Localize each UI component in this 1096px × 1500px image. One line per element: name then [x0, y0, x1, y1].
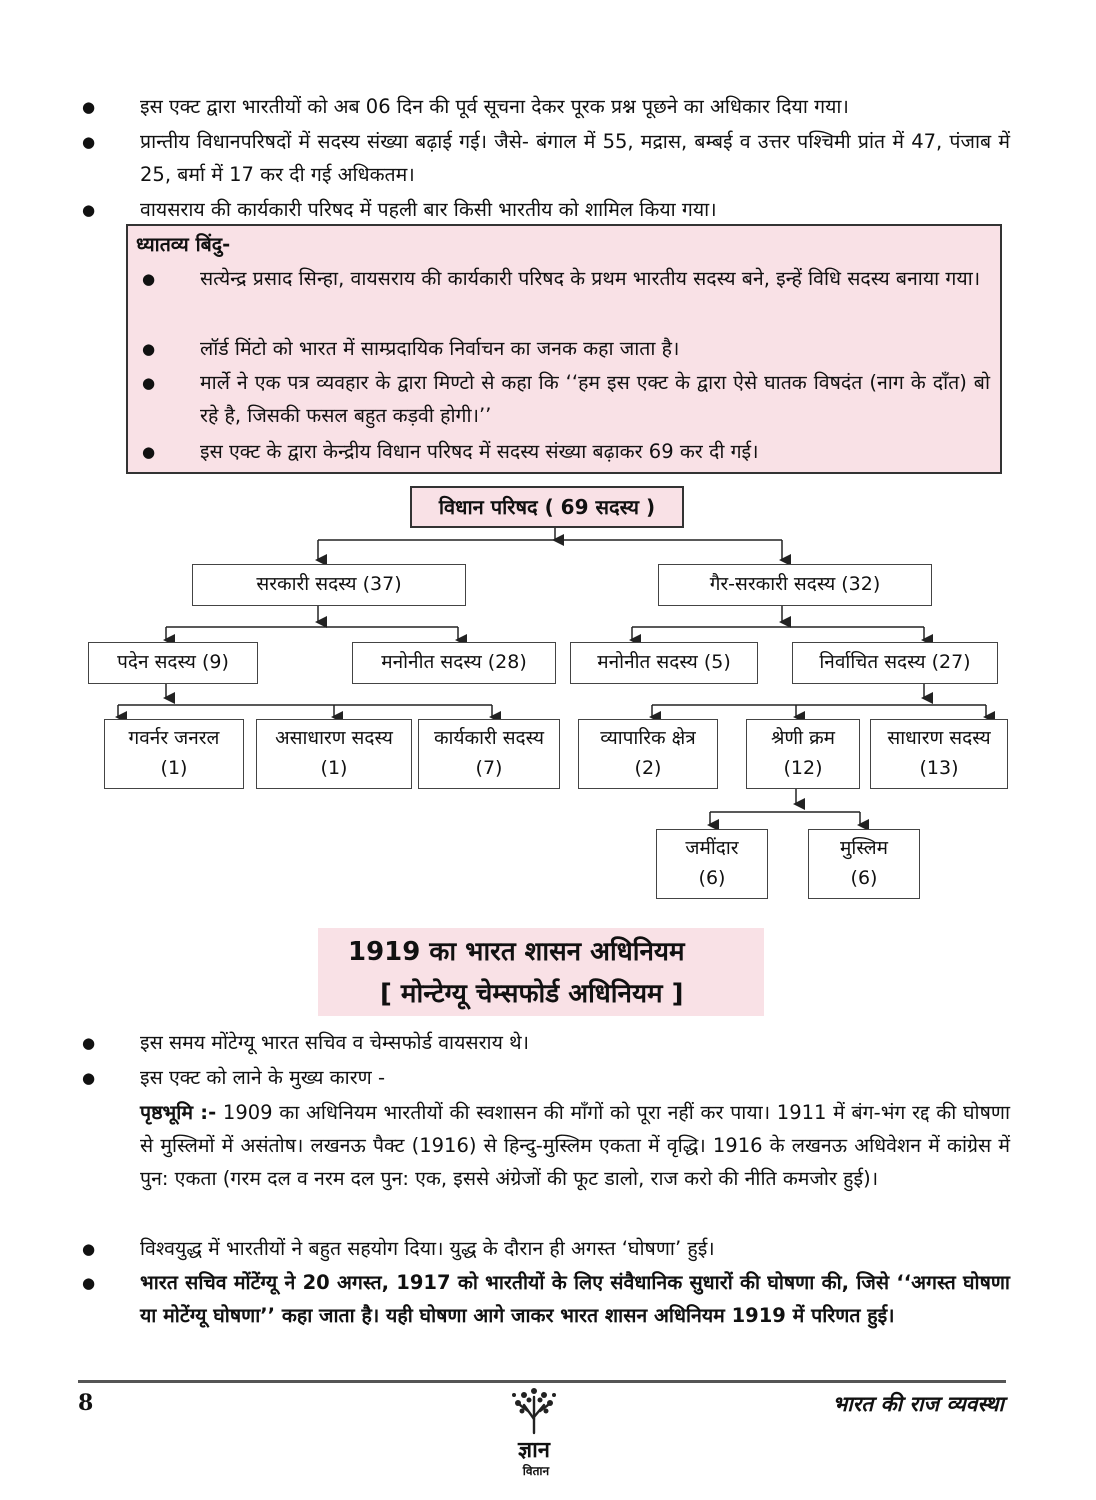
note-title: ध्यातव्य बिंदु- [136, 233, 231, 256]
node-nominated-nonofficial-members: मनोनीत सदस्य (5) [570, 642, 758, 684]
node-commercial-sector [578, 719, 718, 789]
node-extraordinary-member [256, 719, 412, 789]
node-count: (6) [698, 867, 726, 889]
node-count: (12) [783, 757, 823, 779]
logo-text-top: ज्ञान [517, 1438, 551, 1463]
node-general-members [870, 719, 1008, 789]
node-governor-general [104, 719, 244, 789]
note-item: ● मार्ले ने एक पत्र व्यवहार के द्वारा मिण्टो से कहा कि ‘‘हम इस एक्ट के द्वारा ऐसे घातक विषदंत (नाग के दाँत) बो रहे है, जिसकी फसल बहुत कड़वी होगी।’’ [200, 366, 990, 432]
node-label: जमींदार [685, 837, 739, 859]
page-number: 8 [78, 1390, 94, 1416]
bullet-provincial-councils: ● प्रान्तीय विधानपरिषदों में सदस्य संख्या बढ़ाई गई। जैसे- बंगाल में 55, मद्रास, बम्बई व उत्तर पश्चिमी प्रांत में 47, पंजाब में 25, बर्मा में 17 कर दी गई अधिकतम। [140, 125, 1010, 191]
bullet-executive-council: ● वायसराय की कार्यकारी परिषद में पहली बार किसी भारतीय को शामिल किया गया। [140, 193, 1010, 226]
node-label: व्यापारिक क्षेत्र [600, 727, 696, 749]
node-zamindar [656, 829, 768, 899]
node-count: (2) [634, 757, 662, 779]
gyan-vitan-logo [502, 1385, 566, 1485]
bullet-montagu-chelmsford: ● इस समय मोंटेग्यू भारत सचिव व चेम्सफोर्ड वायसराय थे। [140, 1026, 1010, 1059]
node-label: श्रेणी क्रम [770, 727, 836, 749]
node-nonofficial-members: गैर-सरकारी सदस्य (32) [658, 564, 932, 606]
bullet-supplementary-questions: ● इस एक्ट द्वारा भारतीयों को अब 06 दिन की पूर्व सूचना देकर पूरक प्रश्न पूछने का अधिकार दिया गया। [140, 90, 1010, 123]
section-title-line2: [ मोन्टेग्यू चेम्सफोर्ड अधिनियम ] [380, 979, 684, 1009]
footer-divider [78, 1380, 1006, 1383]
node-legislative-council: विधान परिषद ( 69 सदस्य ) [410, 486, 684, 528]
node-nominated-official-members: मनोनीत सदस्य (28) [352, 642, 556, 684]
node-executive-members [418, 719, 560, 789]
node-count: (13) [919, 757, 959, 779]
note-item: ● लॉर्ड मिंटो को भारत में साम्प्रदायिक निर्वाचन का जनक कहा जाता है। [200, 332, 990, 365]
bullet-august-declaration: ● भारत सचिव मोंटेंग्यू ने 20 अगस्त, 1917 को भारतीयों के लिए संवैधानिक सुधारों की घोषणा की, जिसे ‘‘अगस्त घोषणा या मोटेंग्यू घोषणा’’ कहा जाता है। यही घोषणा आगे जाकर भारत शासन अधिनियम 1919 में परिणत हुई। [140, 1266, 1010, 1332]
bullet-main-reasons: ● इस एक्ट को लाने के मुख्य कारण - [140, 1061, 1010, 1094]
tree-icon [502, 1385, 566, 1485]
node-label: गवर्नर जनरल [128, 727, 220, 749]
node-label: साधारण सदस्य [887, 727, 991, 749]
section-heading [318, 928, 764, 1016]
node-count: (7) [475, 757, 503, 779]
bullet-world-war: ● विश्वयुद्ध में भारतीयों ने बहुत सहयोग दिया। युद्ध के दौरान ही अगस्त ‘घोषणा’ हुई। [140, 1232, 1010, 1265]
node-count: (1) [320, 757, 348, 779]
node-label: असाधारण सदस्य [275, 727, 393, 749]
background-label: पृष्ठभूमि :- [140, 1101, 217, 1124]
node-official-members: सरकारी सदस्य (37) [192, 564, 466, 606]
note-item: ● सत्येन्द्र प्रसाद सिन्हा, वायसराय की कार्यकारी परिषद के प्रथम भारतीय सदस्य बने, इन्हें विधि सदस्य बनाया गया। [200, 262, 990, 295]
note-box [126, 224, 1002, 474]
node-elected-members: निर्वाचित सदस्य (27) [792, 642, 998, 684]
node-class-order [746, 719, 860, 789]
node-ex-officio-members: पदेन सदस्य (9) [88, 642, 258, 684]
logo-text-bottom: वितान [522, 1464, 550, 1478]
node-label: मुस्लिम [840, 837, 888, 859]
node-count: (6) [850, 867, 878, 889]
node-count: (1) [160, 757, 188, 779]
node-muslim [808, 829, 920, 899]
book-title: भारत की राज व्यवस्था [832, 1392, 1004, 1416]
background-text: 1909 का अधिनियम भारतीयों की स्वशासन की माँगों को पूरा नहीं कर पाया। 1911 में बंग-भंग रद्द की घोषणा से मुस्लिमों में असंतोष। लखनऊ पैक्ट (1916) से हिन्दु-मुस्लिम एकता में वृद्धि। 1916 के लखनऊ अधिवेशन में कांग्रेस में पुन: एकता (गरम दल व नरम दल पुन: एक, इससे अंग्रेजों की फूट डालो, राज करो की नीति कमजोर हुई)। [140, 1101, 1011, 1190]
section-title-line1: 1919 का भारत शासन अधिनियम [348, 937, 685, 967]
background-paragraph [140, 1096, 1010, 1195]
node-label: कार्यकारी सदस्य [433, 727, 545, 749]
note-item: ● इस एक्ट के द्वारा केन्द्रीय विधान परिषद में सदस्य संख्या बढ़ाकर 69 कर दी गई। [200, 435, 990, 468]
